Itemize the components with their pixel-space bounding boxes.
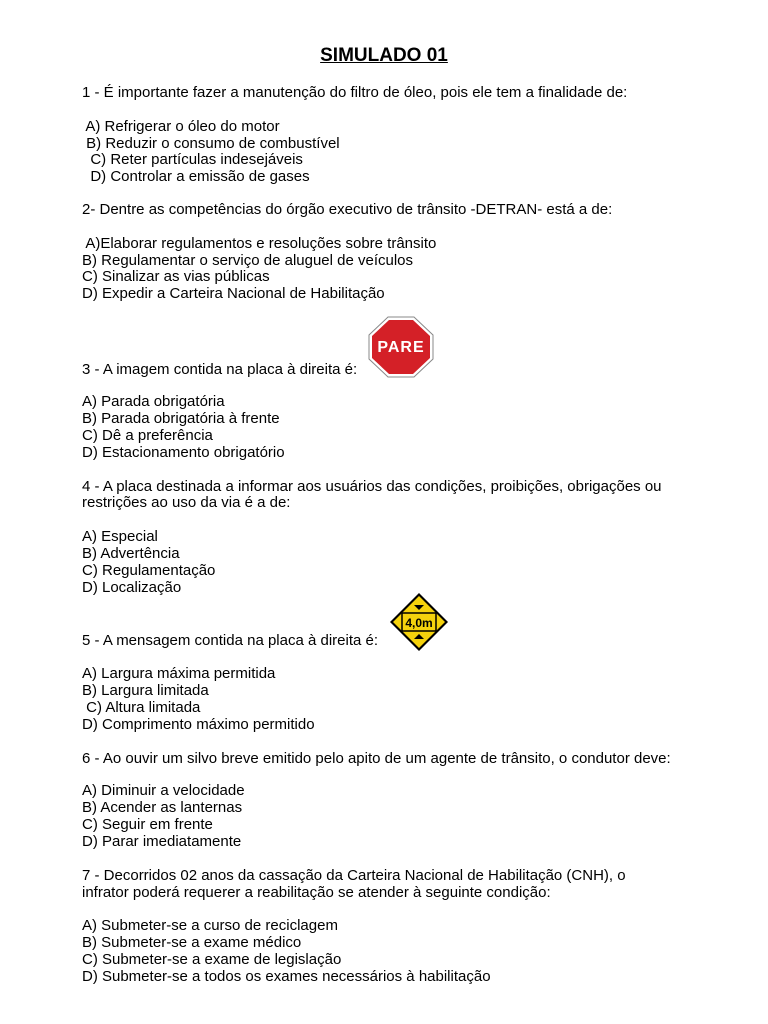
- question-4-option-a: A) Especial: [82, 528, 158, 545]
- question-1-option-d: D) Controlar a emissão de gases: [82, 168, 310, 185]
- stop-sign-label: PARE: [377, 339, 425, 356]
- height-sign-label: 4,0m: [405, 616, 433, 630]
- question-6-option-b: B) Acender as lanternas: [82, 799, 243, 816]
- question-3-option-b: B) Parada obrigatória à frente: [82, 410, 280, 427]
- question-1-option-a: A) Refrigerar o óleo do motor: [82, 118, 280, 135]
- question-1-option-b: B) Reduzir o consumo de combustível: [82, 135, 340, 152]
- question-5-option-b: B) Largura limitada: [82, 682, 209, 699]
- question-7-option-a: A) Submeter-se a curso de reciclagem: [82, 917, 338, 934]
- question-5-option-a: A) Largura máxima permitida: [82, 665, 276, 682]
- page-title: SIMULADO 01: [320, 45, 448, 66]
- question-7-text-line-2: infrator poderá requerer a reabilitação se atender à seguinte condição:: [82, 884, 551, 901]
- question-2-text: 2- Dentre as competências do órgão executivo de trânsito -DETRAN- está a de:: [82, 201, 613, 218]
- question-6-option-c: C) Seguir em frente: [82, 816, 213, 833]
- question-3-text: 3 - A imagem contida na placa à direita é:: [82, 361, 358, 378]
- question-3-option-c: C) Dê a preferência: [82, 427, 213, 444]
- question-6-option-a: A) Diminuir a velocidade: [82, 782, 245, 799]
- question-5-text: 5 - A mensagem contida na placa à direita é:: [82, 632, 379, 649]
- question-4-option-d: D) Localização: [82, 579, 182, 596]
- question-6-option-d: D) Parar imediatamente: [82, 833, 242, 850]
- question-7-option-c: C) Submeter-se a exame de legislação: [82, 951, 342, 968]
- question-7-option-d: D) Submeter-se a todos os exames necessários à habilitação: [82, 968, 491, 985]
- question-7-text-line-1: 7 - Decorridos 02 anos da cassação da Carteira Nacional de Habilitação (CNH), o: [82, 867, 626, 884]
- question-4-text-line-2: restrições ao uso da via é a de:: [82, 494, 291, 511]
- height-limit-sign-icon: [389, 592, 449, 652]
- question-4-option-b: B) Advertência: [82, 545, 180, 562]
- question-6-text: 6 - Ao ouvir um silvo breve emitido pelo apito de um agente de trânsito, o condutor deve:: [82, 750, 671, 767]
- question-2-option-d: D) Expedir a Carteira Nacional de Habilitação: [82, 285, 385, 302]
- question-4-option-c: C) Regulamentação: [82, 562, 216, 579]
- question-5-option-d: D) Comprimento máximo permitido: [82, 716, 315, 733]
- question-1-text: 1 - É importante fazer a manutenção do filtro de óleo, pois ele tem a finalidade de:: [82, 84, 628, 101]
- question-2-option-b: B) Regulamentar o serviço de aluguel de veículos: [82, 252, 414, 269]
- question-2-option-a: A)Elaborar regulamentos e resoluções sobre trânsito: [82, 235, 437, 252]
- question-3-option-d: D) Estacionamento obrigatório: [82, 444, 285, 461]
- question-3-option-a: A) Parada obrigatória: [82, 393, 225, 410]
- question-7-option-b: B) Submeter-se a exame médico: [82, 934, 302, 951]
- stop-sign-icon: [368, 316, 434, 378]
- question-2-option-c: C) Sinalizar as vias públicas: [82, 268, 270, 285]
- question-1-option-c: C) Reter partículas indesejáveis: [82, 151, 303, 168]
- question-5-option-c: C) Altura limitada: [82, 699, 201, 716]
- question-4-text-line-1: 4 - A placa destinada a informar aos usuários das condições, proibições, obrigações ou: [82, 478, 662, 495]
